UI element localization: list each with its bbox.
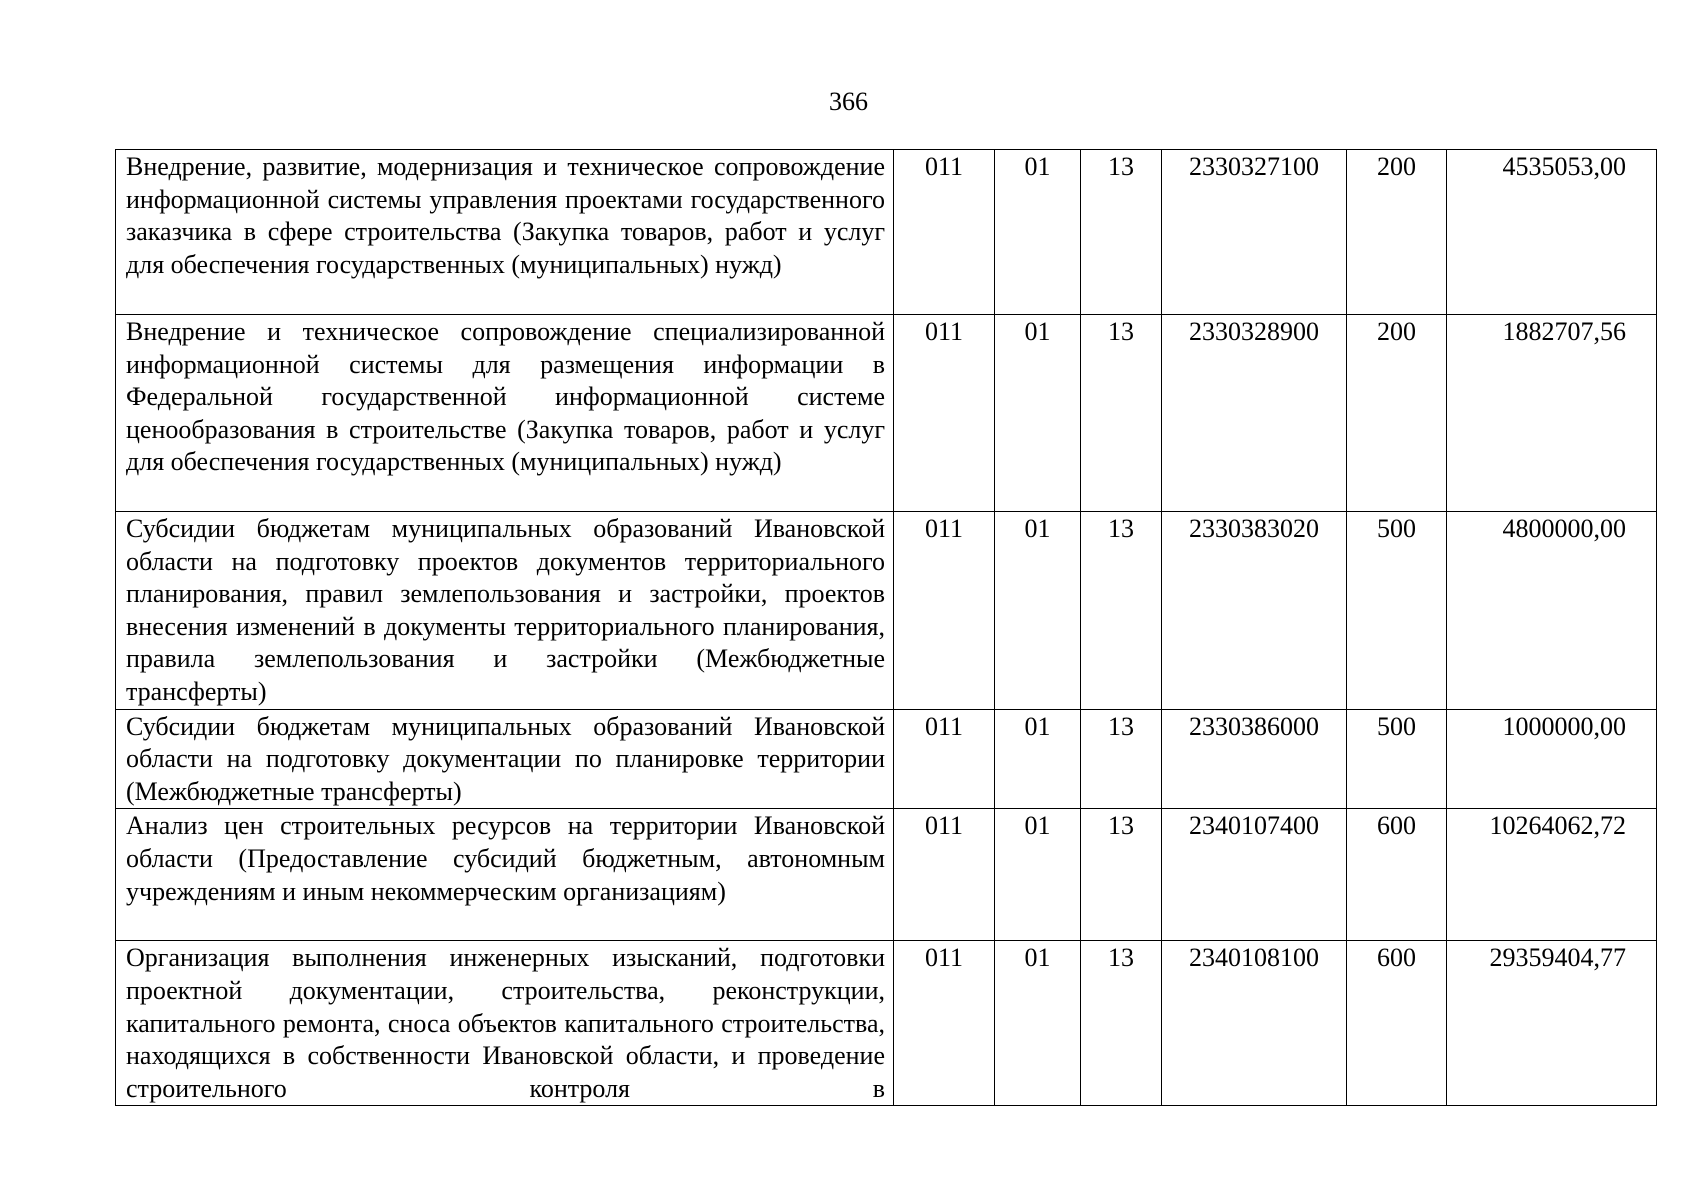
target-article-code: 2340107400: [1162, 809, 1347, 941]
amount-value: 10264062,72: [1447, 809, 1657, 941]
amount-value: 1000000,00: [1447, 709, 1657, 809]
expense-type-code: 600: [1347, 941, 1447, 1106]
section-code: 01: [995, 941, 1081, 1106]
expense-type-code: 500: [1347, 512, 1447, 710]
subsection-code: 13: [1081, 809, 1162, 941]
section-code: 01: [995, 150, 1081, 315]
table-row: [116, 315, 1657, 512]
ministry-code: 011: [894, 150, 995, 315]
table-row: [116, 709, 1657, 809]
row-description: Организация выполнения инженерных изысканий, подготовки проектной документации, строительства, реконструкции, капитального ремонта, сноса объектов капитального строительства, находящихся в собственности Ивановской области, и проведение строительного контроля в: [116, 941, 894, 1106]
row-description: Субсидии бюджетам муниципальных образований Ивановской области на подготовку проектов документов территориального планирования, правил землепользования и застройки, проектов внесения изменений в документы территориального планирования, правила землепользования и застройки (Межбюджетные трансферты): [116, 512, 894, 710]
section-code: 01: [995, 709, 1081, 809]
target-article-code: 2330383020: [1162, 512, 1347, 710]
ministry-code: 011: [894, 512, 995, 710]
row-description: Анализ цен строительных ресурсов на территории Ивановской области (Предоставление субсидий бюджетным, автономным учреждениям и иным некоммерческим организациям): [116, 809, 894, 941]
expense-type-code: 200: [1347, 150, 1447, 315]
target-article-code: 2330328900: [1162, 315, 1347, 512]
ministry-code: 011: [894, 941, 995, 1106]
section-code: 01: [995, 512, 1081, 710]
page-number: 366: [829, 87, 868, 116]
budget-table: [115, 149, 1657, 1106]
subsection-code: 13: [1081, 315, 1162, 512]
subsection-code: 13: [1081, 941, 1162, 1106]
subsection-code: 13: [1081, 512, 1162, 710]
target-article-code: 2330327100: [1162, 150, 1347, 315]
table-row: [116, 512, 1657, 710]
table-row: [116, 941, 1657, 1106]
expense-type-code: 600: [1347, 809, 1447, 941]
row-description: Внедрение, развитие, модернизация и техническое сопровождение информационной системы управления проектами государственного заказчика в сфере строительства (Закупка товаров, работ и услуг для обеспечения государственных (муниципальных) нужд): [116, 150, 894, 315]
row-description: Внедрение и техническое сопровождение специализированной информационной системы для размещения информации в Федеральной государственной информационной системе ценообразования в строительстве (Закупка товаров, работ и услуг для обеспечения государственных (муниципальных) нужд): [116, 315, 894, 512]
amount-value: 4800000,00: [1447, 512, 1657, 710]
subsection-code: 13: [1081, 150, 1162, 315]
amount-value: 29359404,77: [1447, 941, 1657, 1106]
target-article-code: 2330386000: [1162, 709, 1347, 809]
amount-value: 1882707,56: [1447, 315, 1657, 512]
target-article-code: 2340108100: [1162, 941, 1347, 1106]
row-description: Субсидии бюджетам муниципальных образований Ивановской области на подготовку документации по планировке территории (Межбюджетные трансферты): [116, 709, 894, 809]
section-code: 01: [995, 315, 1081, 512]
ministry-code: 011: [894, 809, 995, 941]
amount-value: 4535053,00: [1447, 150, 1657, 315]
ministry-code: 011: [894, 315, 995, 512]
table-row: [116, 150, 1657, 315]
expense-type-code: 200: [1347, 315, 1447, 512]
subsection-code: 13: [1081, 709, 1162, 809]
table-row: [116, 809, 1657, 941]
expense-type-code: 500: [1347, 709, 1447, 809]
section-code: 01: [995, 809, 1081, 941]
ministry-code: 011: [894, 709, 995, 809]
